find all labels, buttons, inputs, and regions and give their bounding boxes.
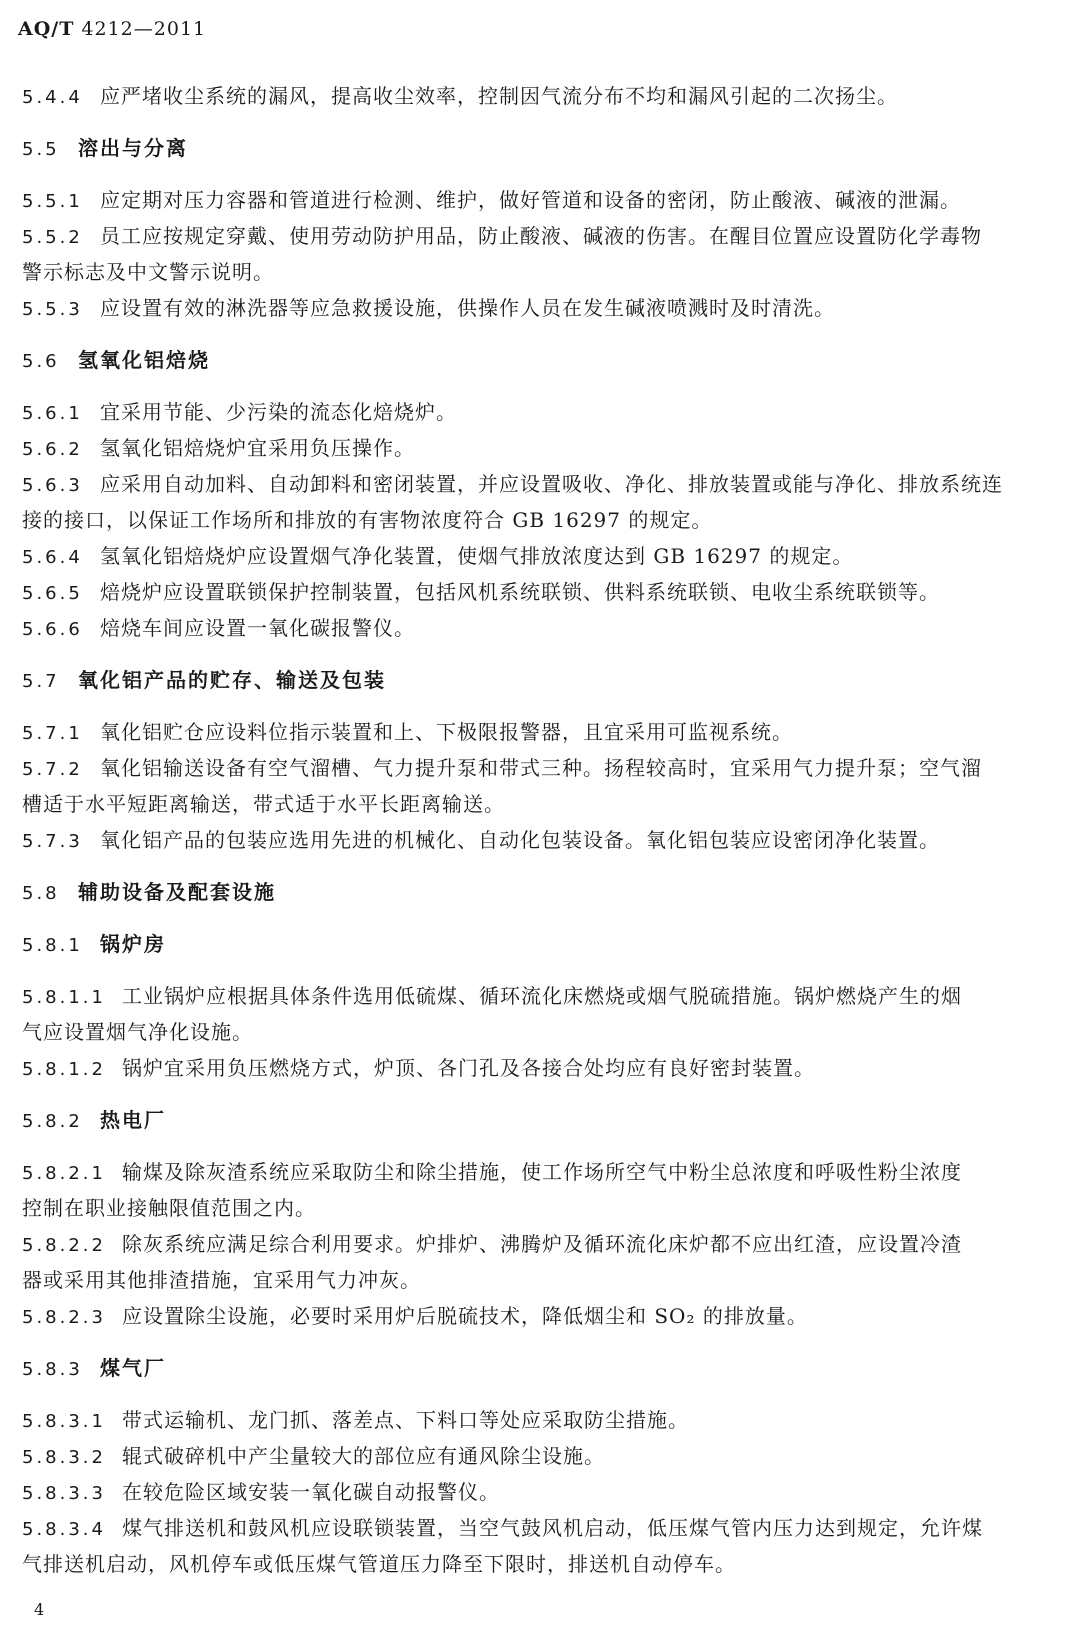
clause-number: 5.8.1: [22, 935, 83, 956]
clause-number: 5.6.3: [22, 475, 83, 496]
clause-line: [22, 1474, 1062, 1510]
clause-number: 5.6: [22, 351, 60, 372]
clause-number: 5.6.6: [22, 619, 83, 640]
clause-line: [22, 430, 1062, 466]
clause-text: 锅炉房: [100, 932, 166, 956]
clause-line: [22, 1298, 1062, 1334]
clause-number: 5.8.3: [22, 1359, 83, 1380]
clause-text: 氧化铝产品的贮存、输送及包装: [78, 668, 386, 692]
spacer: [22, 326, 1062, 342]
clause-text: 煤气厂: [100, 1356, 166, 1380]
clause-text: 煤气排送机和鼓风机应设联锁装置，当空气鼓风机启动，低压煤气管内压力达到规定，允许煤: [122, 1516, 983, 1540]
clause-continuation: [22, 1190, 1062, 1226]
clause-text: 氢氧化铝焙烧: [78, 348, 210, 372]
clause-number: 5.8.2.3: [22, 1307, 106, 1328]
clause-number: 5.8.3.1: [22, 1411, 106, 1432]
clause-text: 锅炉宜采用负压燃烧方式，炉顶、各门孔及各接合处均应有良好密封装置。: [122, 1056, 815, 1080]
spacer: [22, 1386, 1062, 1402]
clause-number: 5.8.2.2: [22, 1235, 106, 1256]
section-heading: [22, 342, 1062, 378]
clause-number: 5.6.4: [22, 547, 83, 568]
clause-text: 辅助设备及配套设施: [78, 880, 276, 904]
page-number: 4: [34, 1600, 45, 1619]
clause-line: [22, 1226, 1062, 1262]
clause-line: [22, 978, 1062, 1014]
clause-number: 5.8.1.1: [22, 987, 106, 1008]
clause-line: [22, 290, 1062, 326]
clause-number: 5.6.1: [22, 403, 83, 424]
clause-line: [22, 1050, 1062, 1086]
spacer: [22, 910, 1062, 926]
clause-text: 警示标志及中文警示说明。: [22, 260, 274, 284]
clause-text: 氢氧化铝焙烧炉宜采用负压操作。: [100, 436, 415, 460]
clause-number: 5.5: [22, 139, 60, 160]
section-heading: [22, 662, 1062, 698]
standard-code: AQ/T: [18, 18, 75, 40]
clause-number: 5.7: [22, 671, 60, 692]
clause-line: [22, 466, 1062, 502]
clause-text: 在较危险区域安装一氧化碳自动报警仪。: [122, 1480, 500, 1504]
clause-continuation: [22, 1546, 1062, 1582]
clause-number: 5.4.4: [22, 87, 83, 108]
spacer: [22, 1138, 1062, 1154]
clause-continuation: [22, 1262, 1062, 1298]
spacer: [22, 1086, 1062, 1102]
clause-number: 5.6.5: [22, 583, 83, 604]
clause-continuation: [22, 502, 1062, 538]
spacer: [22, 1334, 1062, 1350]
clause-line: [22, 1510, 1062, 1546]
spacer: [22, 166, 1062, 182]
clause-text: 氧化铝输送设备有空气溜槽、气力提升泵和带式三种。扬程较高时，宜采用气力提升泵；空气溜: [100, 756, 982, 780]
section-heading: [22, 1102, 1062, 1138]
clause-line: [22, 538, 1062, 574]
clause-text: 氧化铝产品的包装应选用先进的机械化、自动化包装设备。氧化铝包装应设密闭净化装置。: [100, 828, 940, 852]
clause-line: [22, 610, 1062, 646]
clause-text: 应设置有效的淋洗器等应急救援设施，供操作人员在发生碱液喷溅时及时清洗。: [100, 296, 835, 320]
section-heading: [22, 130, 1062, 166]
clause-number: 5.8.3.2: [22, 1447, 106, 1468]
spacer: [22, 962, 1062, 978]
spacer: [22, 114, 1062, 130]
clause-number: 5.7.3: [22, 831, 83, 852]
standard-number: 4212—2011: [81, 18, 207, 40]
clause-text: 槽适于水平短距离输送，带式适于水平长距离输送。: [22, 792, 505, 816]
clause-line: [22, 218, 1062, 254]
spacer: [22, 858, 1062, 874]
clause-continuation: [22, 786, 1062, 822]
spacer: [22, 378, 1062, 394]
clause-text: 热电厂: [100, 1108, 166, 1132]
clause-text: 气排送机启动，风机停车或低压煤气管道压力降至下限时，排送机自动停车。: [22, 1552, 736, 1576]
clause-line: [22, 182, 1062, 218]
clause-number: 5.8.3.3: [22, 1483, 106, 1504]
clause-number: 5.5.2: [22, 227, 83, 248]
clause-continuation: [22, 1014, 1062, 1050]
clause-text: 焙烧车间应设置一氧化碳报警仪。: [100, 616, 415, 640]
clause-text: 员工应按规定穿戴、使用劳动防护用品，防止酸液、碱液的伤害。在醒目位置应设置防化学毒物: [100, 224, 982, 248]
section-heading: [22, 874, 1062, 910]
clause-text: 溶出与分离: [78, 136, 188, 160]
clause-text: 宜采用节能、少污染的流态化焙烧炉。: [100, 400, 457, 424]
clause-text: 除灰系统应满足综合利用要求。炉排炉、沸腾炉及循环流化床炉都不应出红渣，应设置冷渣: [122, 1232, 962, 1256]
clause-line: [22, 1154, 1062, 1190]
clause-text: 控制在职业接触限值范围之内。: [22, 1196, 316, 1220]
clause-number: 5.5.3: [22, 299, 83, 320]
clause-text: 带式运输机、龙门抓、落差点、下料口等处应采取防尘措施。: [122, 1408, 689, 1432]
clause-text: 氢氧化铝焙烧炉应设置烟气净化装置，使烟气排放浓度达到 GB 16297 的规定。: [100, 544, 854, 568]
spacer: [22, 646, 1062, 662]
clause-line: [22, 1402, 1062, 1438]
clause-text: 应设置除尘设施，必要时采用炉后脱硫技术，降低烟尘和 SO₂ 的排放量。: [122, 1304, 808, 1328]
clause-text: 工业锅炉应根据具体条件选用低硫煤、循环流化床燃烧或烟气脱硫措施。锅炉燃烧产生的烟: [122, 984, 962, 1008]
document-header: [18, 18, 206, 40]
clause-number: 5.8.3.4: [22, 1519, 106, 1540]
document-body: [22, 78, 1062, 1582]
clause-text: 焙烧炉应设置联锁保护控制装置，包括风机系统联锁、供料系统联锁、电收尘系统联锁等。: [100, 580, 940, 604]
clause-text: 应定期对压力容器和管道进行检测、维护，做好管道和设备的密闭，防止酸液、碱液的泄漏。: [100, 188, 961, 212]
clause-number: 5.5.1: [22, 191, 83, 212]
clause-line: [22, 1438, 1062, 1474]
clause-line: [22, 78, 1062, 114]
clause-text: 气应设置烟气净化设施。: [22, 1020, 253, 1044]
clause-line: [22, 394, 1062, 430]
clause-number: 5.7.1: [22, 723, 83, 744]
section-heading: [22, 926, 1062, 962]
clause-text: 辊式破碎机中产尘量较大的部位应有通风除尘设施。: [122, 1444, 605, 1468]
clause-number: 5.8.2: [22, 1111, 83, 1132]
section-heading: [22, 1350, 1062, 1386]
clause-line: [22, 822, 1062, 858]
clause-line: [22, 714, 1062, 750]
clause-line: [22, 574, 1062, 610]
clause-continuation: [22, 254, 1062, 290]
clause-text: 应采用自动加料、自动卸料和密闭装置，并应设置吸收、净化、排放装置或能与净化、排放系统连: [100, 472, 1003, 496]
clause-text: 器或采用其他排渣措施，宜采用气力冲灰。: [22, 1268, 421, 1292]
clause-text: 氧化铝贮仓应设料位指示装置和上、下极限报警器，且宜采用可监视系统。: [100, 720, 793, 744]
clause-number: 5.7.2: [22, 759, 83, 780]
clause-number: 5.8: [22, 883, 60, 904]
clause-number: 5.8.1.2: [22, 1059, 106, 1080]
clause-line: [22, 750, 1062, 786]
clause-text: 输煤及除灰渣系统应采取防尘和除尘措施，使工作场所空气中粉尘总浓度和呼吸性粉尘浓度: [122, 1160, 962, 1184]
clause-number: 5.6.2: [22, 439, 83, 460]
spacer: [22, 698, 1062, 714]
clause-number: 5.8.2.1: [22, 1163, 106, 1184]
clause-text: 应严堵收尘系统的漏风，提高收尘效率，控制因气流分布不均和漏风引起的二次扬尘。: [100, 84, 898, 108]
clause-text: 接的接口，以保证工作场所和排放的有害物浓度符合 GB 16297 的规定。: [22, 508, 713, 532]
